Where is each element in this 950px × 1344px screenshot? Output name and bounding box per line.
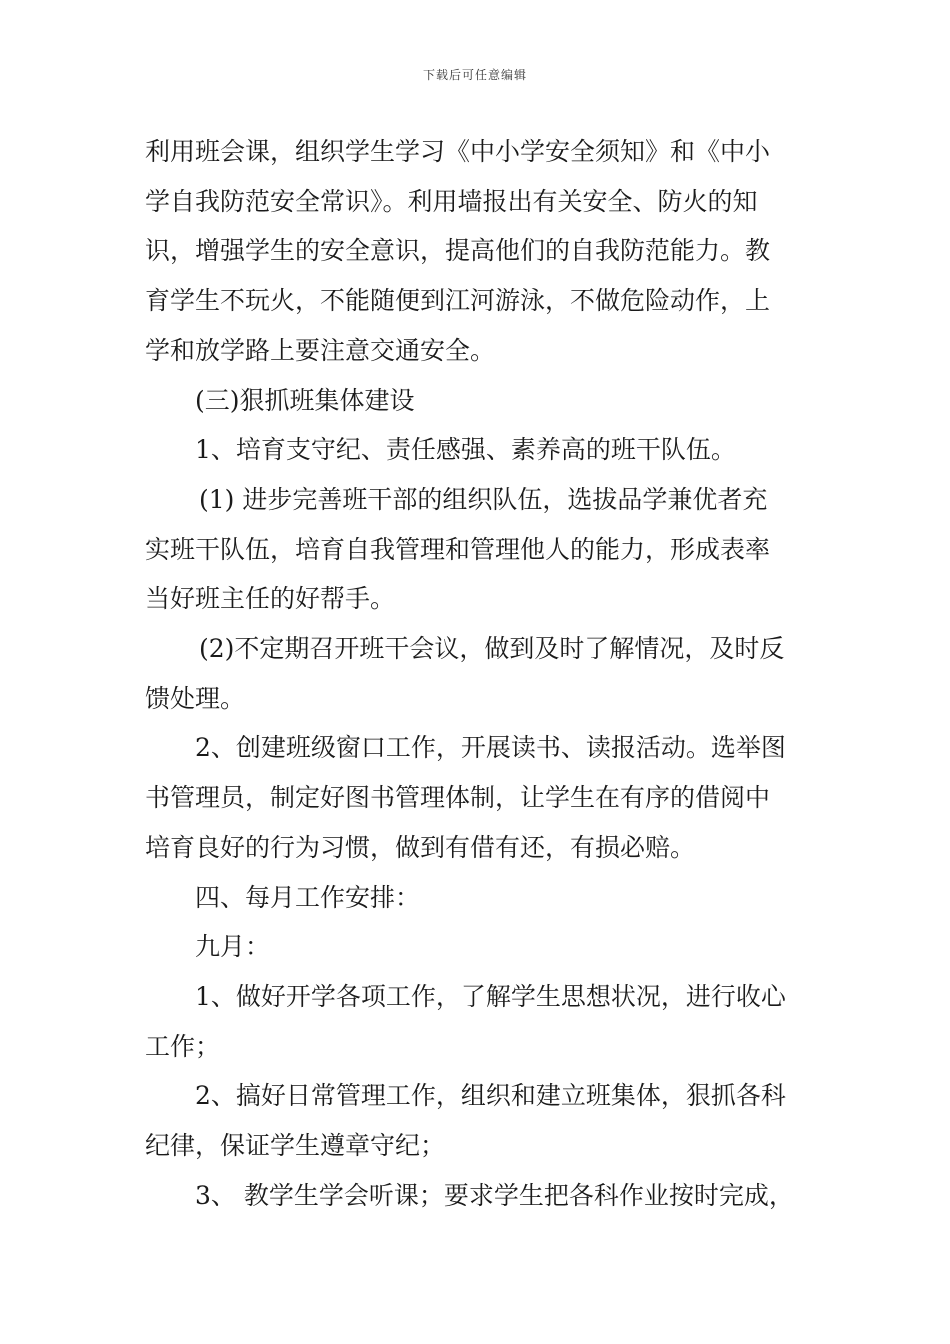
text-line: 学自我防范安全常识》。利用墙报出有关安全、防火的知 [145,186,758,216]
text-line: 3、 教学生学会听课；要求学生把各科作业按时完成， [195,1180,794,1210]
text-line: 当好班主任的好帮手。 [145,584,396,614]
text-line: 1、培育支守纪、责任感强、素养高的班干队伍。 [195,435,736,465]
text-line: 1、做好开学各项工作，了解学生思想状况，进行收心 [195,981,786,1011]
document-body [145,127,810,1220]
text-line: 馈处理。 [145,683,246,713]
page-header: 下载后可任意编辑 [422,68,527,82]
text-line: 工作； [145,1031,221,1061]
text-line: 2、搞好日常管理工作，组织和建立班集体，狠抓各科 [195,1081,786,1111]
section-heading: (三)狠抓班集体建设 [195,385,415,415]
month-heading: 九月： [195,932,271,962]
text-line: 学和放学路上要注意交通安全。 [145,335,496,365]
section-heading: 四、每月工作安排： [195,882,421,912]
text-line: 利用班会课，组织学生学习《中小学安全须知》和《中小 [145,137,771,166]
text-line: 书管理员，制定好图书管理体制，让学生在有序的借阅中 [145,783,771,813]
text-line: 培育良好的行为习惯，做到有借有还，有损必赔。 [145,832,696,862]
text-line: 纪律，保证学生遵章守纪； [145,1131,446,1161]
text-line: 2、创建班级窗口工作，开展读书、读报活动。选举图 [195,733,786,763]
text-line: 育学生不玩火，不能随便到江河游泳，不做危险动作，上 [145,286,771,316]
text-line: (1) 进步完善班干部的组织队伍，选拔品学兼优者充 [199,484,768,514]
text-line: 实班干队伍，培育自我管理和管理他人的能力，形成表率 [145,534,771,564]
text-line: (2)不定期召开班干会议，做到及时了解情况，及时反 [199,634,785,664]
text-line: 识，增强学生的安全意识，提高他们的自我防范能力。教 [145,236,771,266]
